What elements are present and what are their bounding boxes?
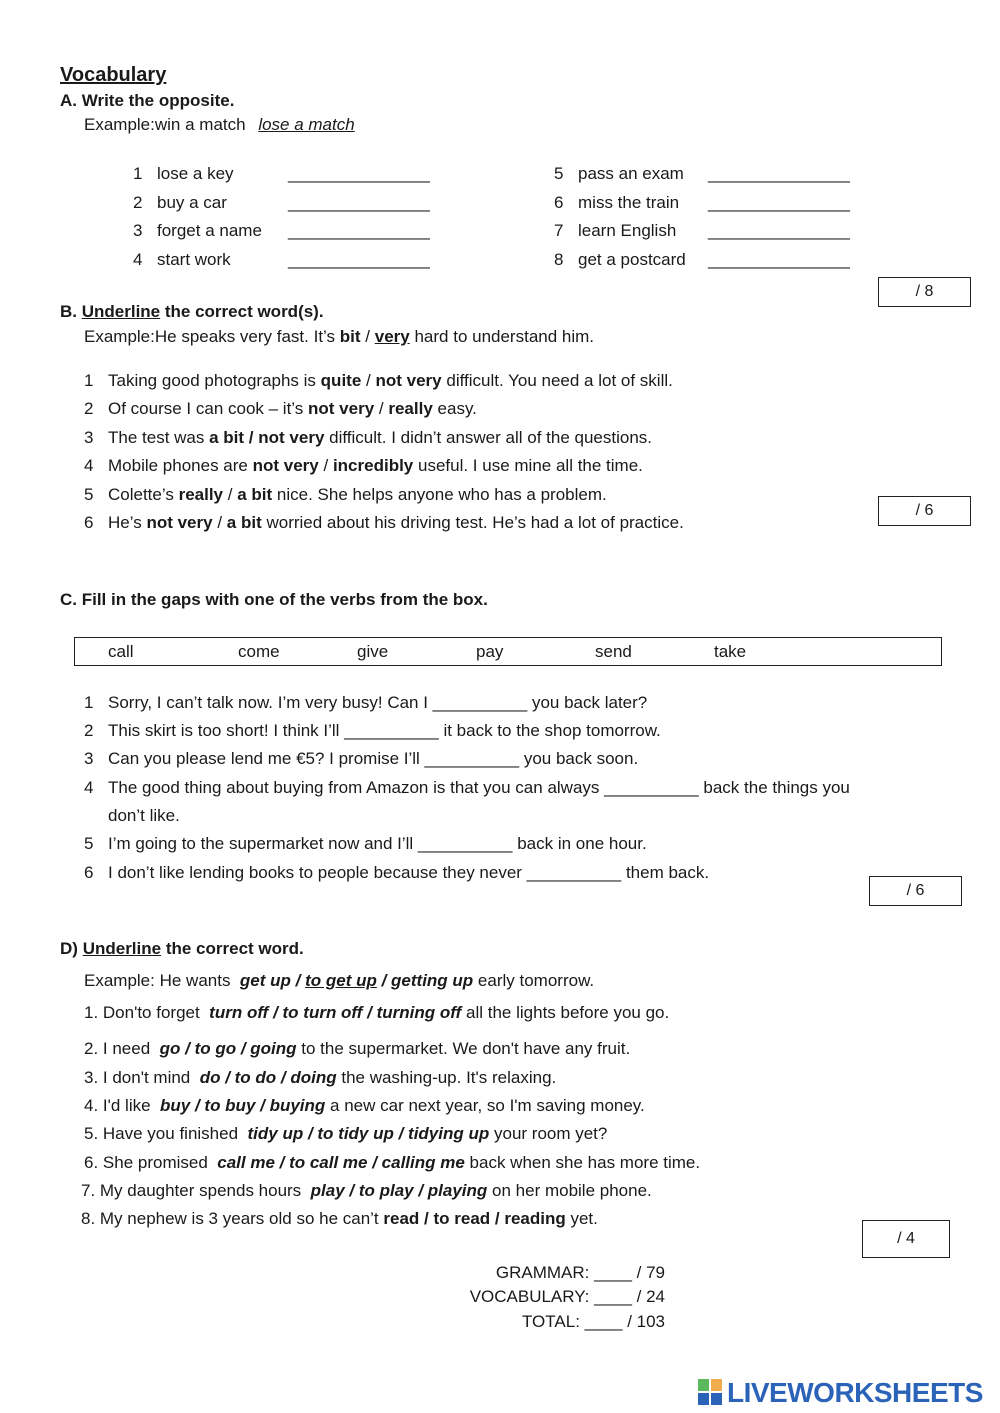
box-word: come bbox=[238, 642, 280, 661]
option-words[interactable]: play / to play / playing bbox=[310, 1181, 488, 1200]
box-word: send bbox=[595, 642, 632, 661]
answer-blank[interactable]: _______________ bbox=[708, 164, 850, 183]
option-word[interactable]: not very bbox=[258, 428, 325, 447]
list-item: 1 lose a key bbox=[133, 164, 234, 183]
score-box-c: / 6 bbox=[869, 876, 962, 906]
option-word[interactable]: really bbox=[178, 485, 224, 504]
section-a-example bbox=[84, 115, 355, 135]
list-item: 3 forget a name bbox=[133, 221, 262, 240]
section-b-example: Example:He speaks very fast. It’s bit / very hard to understand him. bbox=[84, 327, 595, 346]
option-words[interactable]: tidy up / to tidy up / tidying up bbox=[247, 1124, 490, 1143]
option-word[interactable]: incredibly bbox=[332, 456, 414, 475]
list-item: 5 pass an exam bbox=[554, 164, 684, 183]
box-word: pay bbox=[476, 642, 504, 661]
list-item: 1. Don'to forget turn off / to turn off / turning off all the lights before you go. bbox=[84, 1003, 670, 1022]
answer-blank[interactable]: _______________ bbox=[708, 250, 850, 269]
list-item: 7 learn English bbox=[554, 221, 677, 240]
logo-text: LIVEWORKSHEETS bbox=[727, 1377, 983, 1408]
list-item: 2 buy a car bbox=[133, 193, 227, 212]
section-b-heading: B. Underline the correct word(s). bbox=[60, 302, 324, 321]
list-item: 1 Sorry, I can’t talk now. I’m very busy! Can I __________ you back later? bbox=[84, 693, 648, 712]
list-item: 8. My nephew is 3 years old so he can’t read / to read / reading yet. bbox=[81, 1209, 598, 1228]
list-item: 3. I don't mind do / to do / doing the washing-up. It's relaxing. bbox=[84, 1068, 557, 1087]
section-a-heading: A. Write the opposite. bbox=[60, 91, 235, 110]
option-word[interactable]: a bit bbox=[209, 428, 245, 447]
example-text: win a match bbox=[154, 115, 246, 134]
example-answer: lose a match bbox=[258, 115, 355, 134]
box-word: take bbox=[714, 642, 747, 661]
box-word: call bbox=[108, 642, 134, 661]
option-words[interactable]: read / to read / reading bbox=[383, 1209, 566, 1228]
option-word[interactable]: not very bbox=[308, 399, 375, 418]
option-words[interactable]: turn off / to turn off / turning off bbox=[209, 1003, 462, 1022]
answer-blank[interactable]: _______________ bbox=[708, 221, 850, 240]
answer-blank[interactable]: _______________ bbox=[288, 250, 430, 269]
option-words[interactable]: buy / to buy / buying bbox=[160, 1096, 326, 1115]
answer-blank[interactable]: _______________ bbox=[288, 164, 430, 183]
grammar-total: GRAMMAR: ____ / 79 bbox=[495, 1263, 665, 1282]
list-item: 3 The test was a bit / not very difficult. I didn’t answer all of the questions. bbox=[84, 428, 653, 447]
option-words[interactable]: go / to go / going bbox=[159, 1039, 297, 1058]
score-box-d: / 4 bbox=[862, 1220, 950, 1258]
option-words[interactable]: call me / to call me / calling me bbox=[217, 1153, 465, 1172]
list-item: 5 I’m going to the supermarket now and I’ll __________ back in one hour. bbox=[84, 834, 647, 853]
list-item: 2 This skirt is too short! I think I’ll __________ it back to the shop tomorrow. bbox=[84, 721, 661, 740]
list-item: 5. Have you finished tidy up / to tidy up / tidying up your room yet? bbox=[84, 1124, 608, 1143]
section-d-heading: D) Underline the correct word. bbox=[60, 939, 304, 958]
list-item: 4 Mobile phones are not very / incredibly useful. I use mine all the time. bbox=[84, 456, 643, 475]
section-c-heading: C. Fill in the gaps with one of the verbs from the box. bbox=[60, 590, 488, 609]
list-item: 1 Taking good photographs is quite / not very difficult. You need a lot of skill. bbox=[84, 371, 673, 390]
list-item: 2 Of course I can cook – it’s not very / really easy. bbox=[84, 399, 477, 418]
page-title: Vocabulary bbox=[60, 64, 167, 86]
example-label: Example: bbox=[84, 115, 155, 134]
list-item-continuation: don’t like. bbox=[108, 806, 180, 825]
option-word[interactable]: quite bbox=[320, 371, 362, 390]
list-item: 6. She promised call me / to call me / calling me back when she has more time. bbox=[84, 1153, 701, 1172]
option-words[interactable]: do / to do / doing bbox=[199, 1068, 337, 1087]
section-d-example: Example: He wants get up / to get up / getting up early tomorrow. bbox=[84, 971, 595, 990]
score-box-b: / 6 bbox=[878, 496, 971, 526]
option-word[interactable]: a bit bbox=[237, 485, 273, 504]
list-item: 8 get a postcard bbox=[554, 250, 686, 269]
score-box-a: / 8 bbox=[878, 277, 971, 307]
logo-icon bbox=[697, 1377, 723, 1407]
list-item: 6 miss the train bbox=[554, 193, 680, 212]
list-item: 6 He’s not very / a bit worried about his driving test. He’s had a lot of practice. bbox=[84, 513, 684, 532]
option-word[interactable]: not very bbox=[146, 513, 213, 532]
list-item: 7. My daughter spends hours play / to play / playing on her mobile phone. bbox=[81, 1181, 652, 1200]
option-word[interactable]: not very bbox=[252, 456, 319, 475]
list-item: 4 start work bbox=[133, 250, 231, 269]
list-item: 2. I need go / to go / going to the supermarket. We don't have any fruit. bbox=[84, 1039, 631, 1058]
list-item: 3 Can you please lend me €5? I promise I’ll __________ you back soon. bbox=[84, 749, 639, 768]
box-word: give bbox=[357, 642, 389, 661]
option-word[interactable]: a bit bbox=[226, 513, 262, 532]
overall-total: TOTAL: ____ / 103 bbox=[521, 1312, 665, 1331]
liveworksheets-logo bbox=[697, 1377, 983, 1409]
option-word[interactable]: really bbox=[388, 399, 433, 418]
list-item: 5 Colette’s really / a bit nice. She helps anyone who has a problem. bbox=[84, 485, 607, 504]
list-item: 4. I'd like buy / to buy / buying a new car next year, so I'm saving money. bbox=[84, 1096, 645, 1115]
answer-blank[interactable]: _______________ bbox=[708, 193, 850, 212]
list-item: 4 The good thing about buying from Amazon is that you can always __________ back the things you bbox=[84, 778, 850, 797]
answer-blank[interactable]: _______________ bbox=[288, 193, 430, 212]
word-box bbox=[74, 637, 942, 666]
vocabulary-total: VOCABULARY: ____ / 24 bbox=[469, 1287, 665, 1306]
answer-blank[interactable]: _______________ bbox=[288, 221, 430, 240]
list-item: 6 I don’t like lending books to people because they never __________ them back. bbox=[84, 863, 710, 882]
option-word[interactable]: not very bbox=[375, 371, 442, 390]
